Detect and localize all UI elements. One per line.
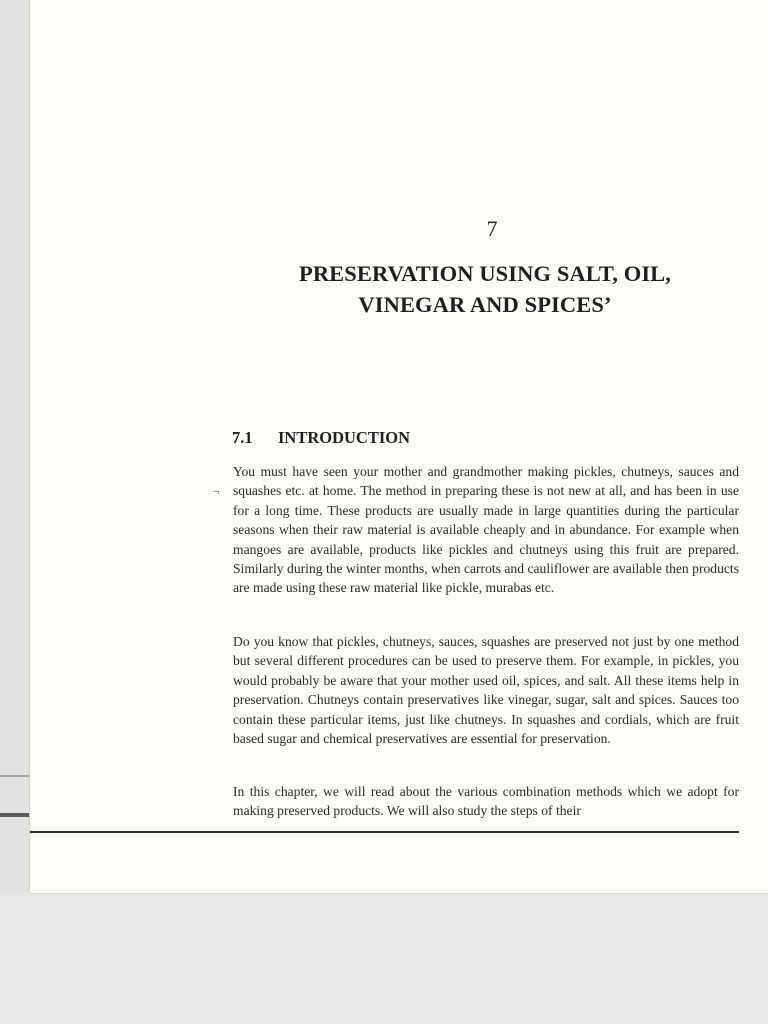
- section-title: INTRODUCTION: [278, 428, 411, 447]
- bottom-rule: [30, 831, 739, 833]
- paragraph-intro: You must have seen your mother and grandmother making pickles, chutneys, sauces and squashes etc. at home. The method in preparing these is not new at all, and has been in use for a long time. These products are usually made in large quantities during the particular seasons when their raw material is available cheaply and in abundance. For example when mangoes are available, products like pickles and chutneys using this fruit are prepared. Similarly during the winter months, when carrots and cauliflower are available then products are made using these raw material like pickle, murabas etc.: [233, 464, 739, 596]
- chapter-number: 7: [486, 216, 498, 241]
- paragraph-chapter-overview: In this chapter, we will read about the various combination methods which we adopt for making preserved products. We will also study the steps of their: [233, 784, 739, 819]
- page-edge-mark: [0, 775, 30, 777]
- page-edge-mark: [0, 813, 30, 817]
- chapter-title: PRESERVATION USING SALT, OIL, VINEGAR AND SPICES’: [298, 261, 672, 317]
- scanner-left-edge: [0, 0, 30, 900]
- scanner-bottom-area: [0, 893, 768, 1024]
- margin-mark: ¬: [213, 486, 220, 498]
- section-number: 7.1: [232, 428, 253, 447]
- section-heading: [232, 428, 410, 448]
- paragraph-methods: Do you know that pickles, chutneys, sauces, squashes are preserved not just by one method but several different procedures can be used to preserve them. For example, in pickles, you would probably be aware that your mother used oil, spices, and salt. All these items help in preservation. Chutneys contain preservatives like vinegar, sugar, salt and spices. Sauces too contain these particular items, just like chutneys. In squashes and cordials, which are fruit based sugar and chemical preservatives are essential for preservation.: [233, 634, 739, 747]
- document-page: [30, 0, 768, 893]
